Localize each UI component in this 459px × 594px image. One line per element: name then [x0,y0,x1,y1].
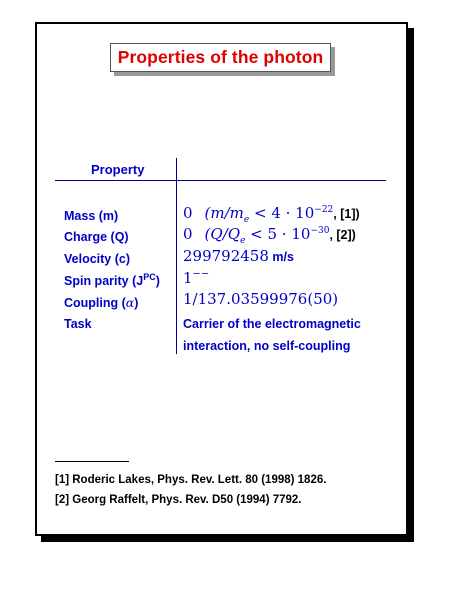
slide-title: Properties of the photon [110,43,331,72]
row-value-spin-parity: 1−− [183,268,210,287]
row-value-task-line1: Carrier of the electromagnetic [183,317,361,331]
row-value-charge: 0 ($Q/Q_e < 5 \cdot 10^{-30}$, [2]) [183,225,356,246]
footnote-2: [2] Georg Raffelt, Phys. Rev. D50 (1994) 7792. [55,494,302,506]
row-label-mass: Mass (m) [64,209,119,223]
table-column-rule [176,158,177,354]
footnote-rule [55,461,129,462]
table-header-rule [55,180,386,181]
row-label-spin-parity: Spin parity $(J^{PC})$ [64,271,160,288]
row-value-mass: 0 ($m/m_e < 4 \cdot 10^{-22}$, [1]) [183,204,360,225]
table-header-property: Property [91,162,145,177]
row-value-coupling: 1/137.03599976(50) [183,290,339,308]
footnote-1: [1] Roderic Lakes, Phys. Rev. Lett. 80 (1998) 1826. [55,474,327,486]
row-value-task-line2: interaction, no self-coupling [183,339,351,353]
row-label-velocity: Velocity (c) [64,252,130,266]
row-label-coupling: Coupling (α) [64,295,139,310]
properties-table [37,24,406,534]
slide [35,22,408,536]
row-label-task: Task [64,317,92,331]
row-label-charge: Charge (Q) [64,230,129,244]
row-value-velocity: 299792458 m/s [183,247,294,265]
